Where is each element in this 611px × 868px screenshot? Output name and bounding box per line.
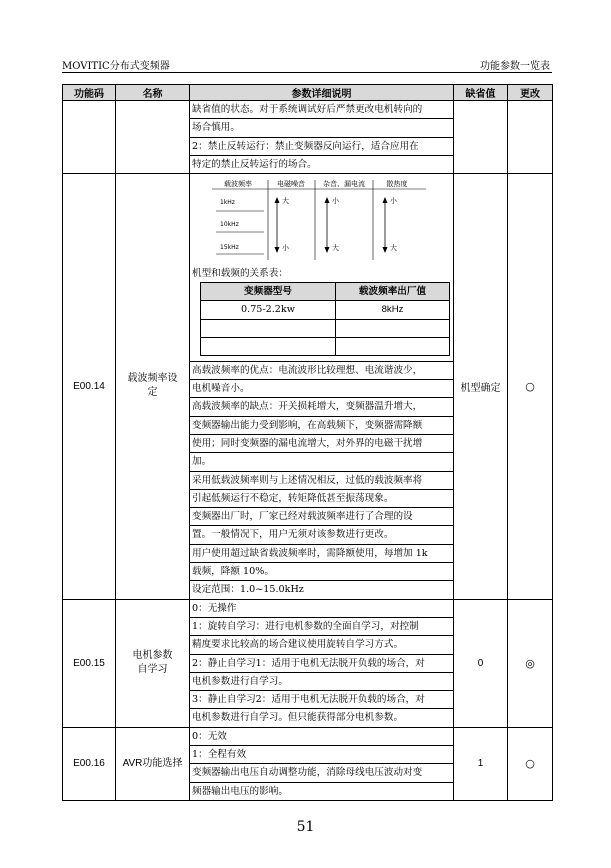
change-symbol: ◎ <box>508 599 553 727</box>
detail-line: 变频器出厂时，厂家已经对载波频率进行了合理的设 <box>190 508 453 526</box>
detail-line: 引起低频运行不稳定，转矩降低甚至振荡现象。 <box>190 490 453 508</box>
col-header-code: 功能码 <box>63 85 116 101</box>
detail-line: 1：全程有效 <box>190 746 453 764</box>
param-code: E00.16 <box>63 727 116 800</box>
param-name <box>116 599 190 727</box>
detail-line: 场合慎用。 <box>190 119 453 137</box>
table-row-e0016 <box>63 727 553 800</box>
diagram-mark: 小 <box>282 244 289 253</box>
col-header-default: 缺省值 <box>454 85 508 101</box>
diagram-col-header: 杂音、漏电流 <box>323 180 365 189</box>
name-cell <box>116 101 190 174</box>
col-header-name: 名称 <box>116 85 190 101</box>
default-value-text: 机型确定 <box>460 382 501 394</box>
param-name-line1: 载波频率设 <box>127 373 178 385</box>
default-value: 0 <box>454 599 508 727</box>
detail-line: 特定的禁止反转运行的场合。 <box>192 158 317 170</box>
change-symbol: ○ <box>508 727 553 800</box>
sub-table-header-row <box>201 283 450 301</box>
parameter-table <box>62 84 553 801</box>
change-symbol: ○ <box>508 174 553 599</box>
detail-line: 采用低载波频率则与上述情况相反，过低的载波频率将 <box>190 472 453 490</box>
diagram-mark: 小 <box>332 197 339 206</box>
detail-line: 0：无效 <box>190 728 453 746</box>
detail-line: 高载波频率的优点：电流波形比较理想、电流谐波少， <box>190 362 453 380</box>
table-row-e0015 <box>63 599 553 727</box>
diagram-row-label: 10kHz <box>220 221 239 229</box>
detail-line: 3：静止自学习2：适用于电机无法脱开负载的场合，对 <box>190 691 453 709</box>
param-code: E00.14 <box>63 174 116 599</box>
detail-line: 变频器输出电压自动调整功能，消除母线电压波动对变 <box>190 764 453 782</box>
sub-header-carrier: 载波频率出厂值 <box>336 283 450 301</box>
detail-line: 精度要求比较高的场合建议使用旋转自学习方式。 <box>190 636 453 654</box>
diagram-mark: 大 <box>332 244 339 253</box>
default-cell <box>454 101 508 174</box>
relation-table-label: 机型和载频的关系表： <box>192 268 288 280</box>
sub-table-row <box>201 319 450 337</box>
detail-line: 用户使用超过缺省载波频率时，需降额使用，每增加 1k <box>190 545 453 563</box>
detail-line: 置。一般情况下，用户无须对该参数进行更改。 <box>190 526 453 544</box>
diagram-mark: 小 <box>390 197 397 206</box>
param-name-line2: 定 <box>147 387 158 399</box>
col-header-detail: 参数详细说明 <box>190 85 454 101</box>
param-name: AVR功能选择 <box>116 727 190 800</box>
param-name-line1: 电机参数 <box>132 650 173 662</box>
detail-line: 电机噪音小。 <box>190 380 453 398</box>
header-right-title: 功能参数一览表 <box>480 61 550 72</box>
diagram-col-header: 散热度 <box>386 180 408 189</box>
sub-header-model: 变频器型号 <box>201 283 336 301</box>
detail-cell <box>190 727 454 800</box>
detail-line: 频器输出电压的影响。 <box>192 785 288 797</box>
detail-line: 设定范围：1.0~15.0kHz <box>192 584 304 596</box>
diagram-col-header: 电磁噪音 <box>277 180 305 189</box>
sub-carrier-value: 8kHz <box>336 301 450 319</box>
default-value <box>454 174 508 599</box>
detail-line: 2：静止自学习1：适用于电机无法脱开负载的场合，对 <box>190 655 453 673</box>
change-cell <box>508 101 553 174</box>
detail-line: 高载波频率的缺点：开关损耗增大，变频器温升增大， <box>190 398 453 416</box>
header-left-title: MOVITIC分布式变频器 <box>62 61 170 72</box>
sub-model-value: 0.75-2.2kw <box>201 301 336 319</box>
default-value: 1 <box>454 727 508 800</box>
code-cell <box>63 101 116 174</box>
detail-line: 电机参数进行自学习。但只能获得部分电机参数。 <box>192 712 404 724</box>
param-code: E00.15 <box>63 599 116 727</box>
page-number: 51 <box>296 819 315 835</box>
param-name-line2: 自学习 <box>137 664 168 676</box>
detail-line: 变频器输出能力受到影响，在高载频下，变频器需降额 <box>190 417 453 435</box>
detail-line: 载频，降额 10%。 <box>190 563 453 581</box>
model-carrier-table <box>200 282 450 356</box>
table-row-continuation <box>63 101 553 174</box>
detail-line: 1：旋转自学习：进行电机参数的全面自学习，对控制 <box>190 618 453 636</box>
detail-line: 加。 <box>190 453 453 471</box>
header-rule <box>62 72 552 73</box>
param-name <box>116 174 190 599</box>
diagram-row-label: 1kHz <box>220 199 235 207</box>
sub-table-row <box>201 301 450 319</box>
sub-table-row <box>201 337 450 355</box>
col-header-change: 更改 <box>508 85 553 101</box>
detail-line: 缺省值的状态。对于系统调试好后严禁更改电机转向的 <box>190 101 453 119</box>
detail-cell <box>190 101 454 174</box>
diagram-row-label: 15kHz <box>220 244 239 252</box>
diagram-col-header: 载波频率 <box>224 180 252 189</box>
detail-line: 电机参数进行自学习。 <box>190 673 453 691</box>
diagram-mark: 大 <box>282 197 289 206</box>
detail-line: 使用；同时变频器的漏电流增大，对外界的电磁干扰增 <box>190 435 453 453</box>
carrier-frequency-diagram <box>190 174 454 266</box>
diagram-mark: 大 <box>390 244 397 253</box>
detail-line: 0：无操作 <box>190 600 453 618</box>
detail-line: 2：禁止反转运行：禁止变频器反向运行，适合应用在 <box>190 138 453 156</box>
table-header-row <box>63 85 553 101</box>
detail-cell <box>190 174 454 599</box>
detail-cell <box>190 599 454 727</box>
table-row-e0014 <box>63 174 553 599</box>
